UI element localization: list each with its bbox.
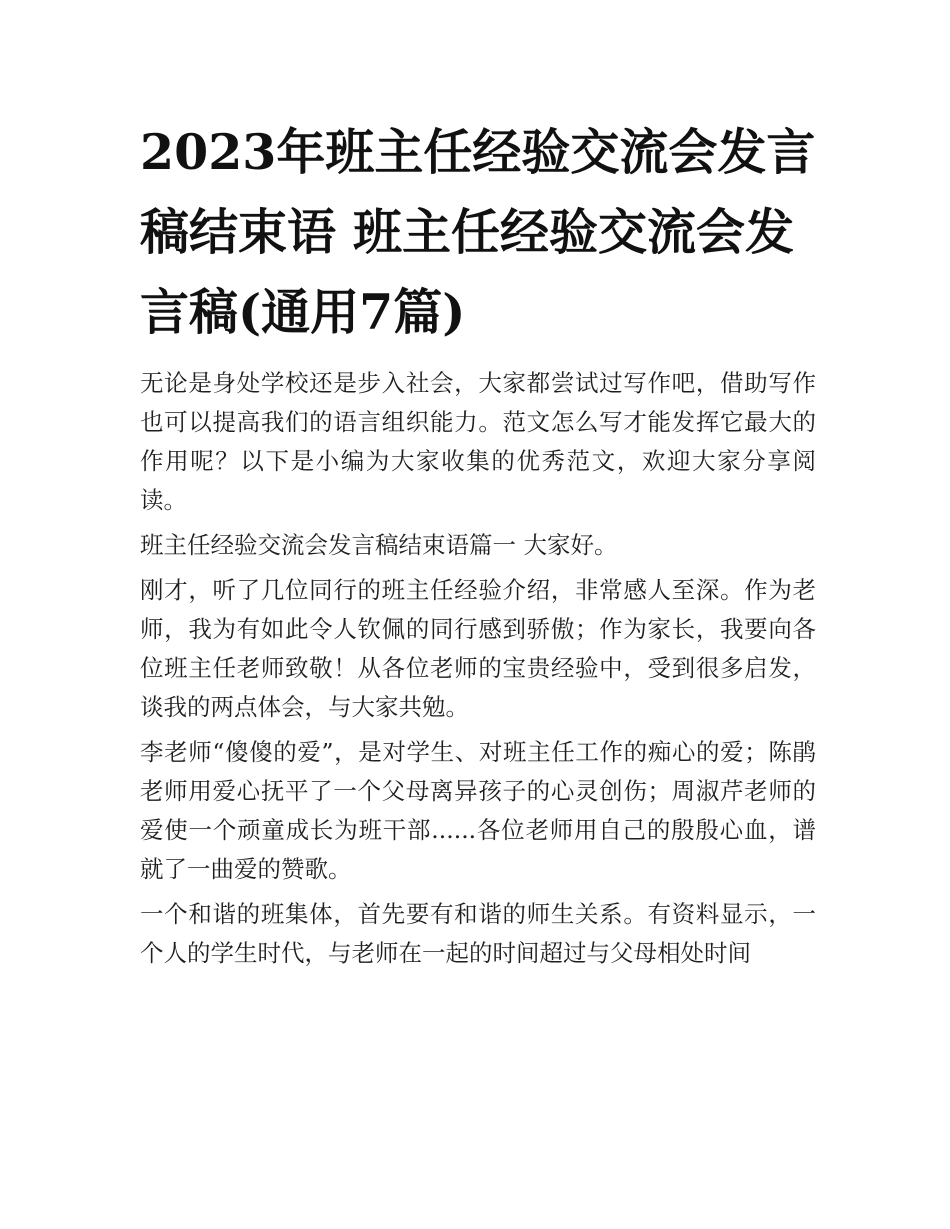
paragraph-body-2: 李老师“傻傻的爱”，是对学生、对班主任工作的痴心的爱；陈鹃老师用爱心抚平了一个父母离异孩子的心灵创伤；周淑芹老师的爱使一个顽童成长为班干部......各位老师用自己的殷殷心血，谱就了一曲爱的赞歌。 [140, 738, 816, 883]
document-title: 2023年班主任经验交流会发言稿结束语 班主任经验交流会发言稿(通用7篇) [140, 123, 816, 341]
paragraph-body-3: 一个和谐的班集体，首先要有和谐的师生关系。有资料显示，一个人的学生时代，与老师在一起的时间超过与父母相处时间 [140, 900, 816, 967]
paragraph-intro: 无论是身处学校还是步入社会，大家都尝试过写作吧，借助写作也可以提高我们的语言组织能力。范文怎么写才能发挥它最大的作用呢？以下是小编为大家收集的优秀范文，欢迎大家分享阅读。 [140, 369, 816, 514]
paragraph-body-1: 刚才，听了几位同行的班主任经验介绍，非常感人至深。作为老师，我为有如此令人钦佩的同行感到骄傲；作为家长，我要向各位班主任老师致敬！从各位老师的宝贵经验中，受到很多启发，谈我的两点体会，与大家共勉。 [140, 576, 816, 721]
paragraph-section-heading: 班主任经验交流会发言稿结束语篇一 大家好。 [140, 531, 618, 559]
document-page [140, 112, 816, 979]
